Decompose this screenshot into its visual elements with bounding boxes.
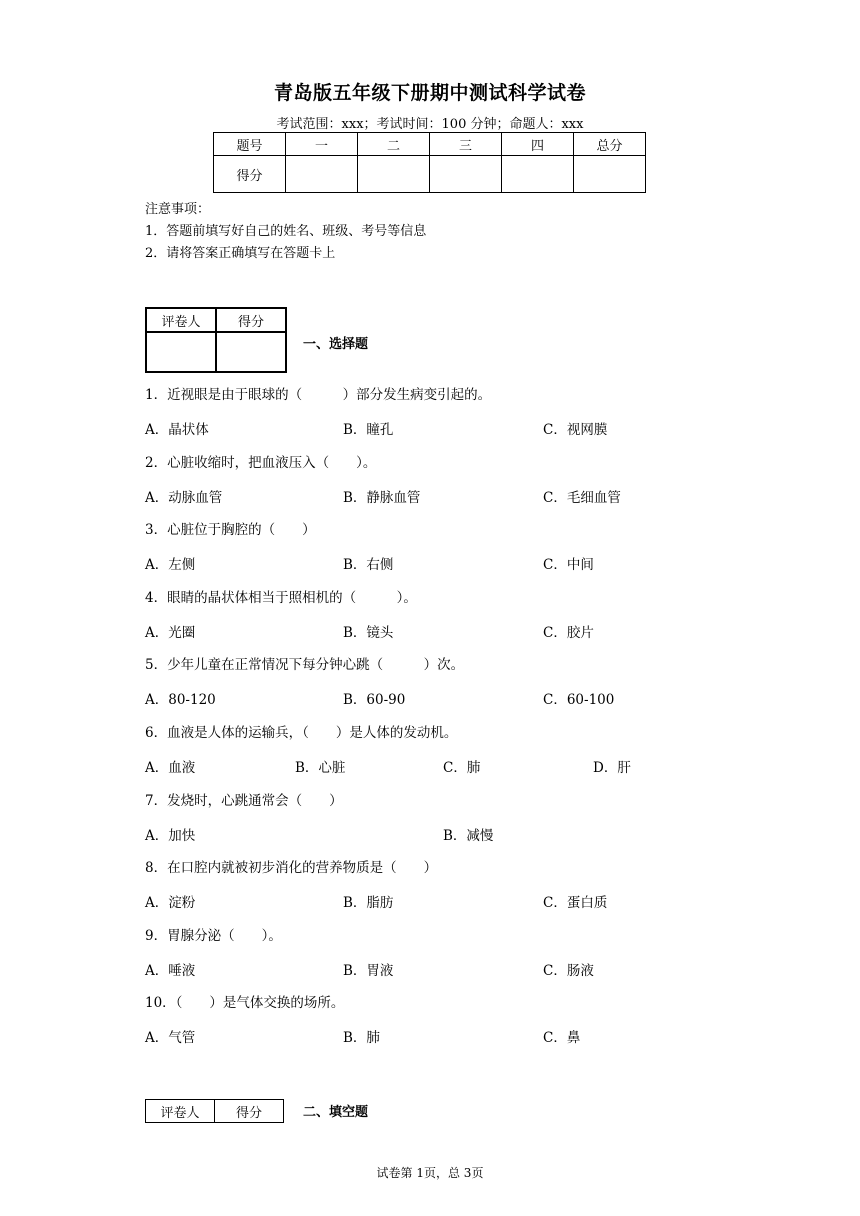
grader-reviewer-cell [146,332,216,372]
question-text: 8．在口腔内就被初步消化的营养物质是（ ） [145,860,438,877]
section2-title: 二、填空题 [303,1105,369,1120]
answer-option: A．光圈 [145,624,196,641]
grader-box-section2 [145,1099,284,1123]
question-text: 6．血液是人体的运输兵，（ ）是人体的发动机。 [145,725,458,741]
notes-heading: 注意事项： [145,202,211,217]
exam-subtitle: 考试范围：xxx；考试时间：100 分钟；命题人：xxx [276,117,584,132]
score-entry-cell [430,156,502,193]
answer-option: D．肝 [593,760,631,776]
answer-option: C．肺 [443,760,481,776]
answer-option: A．血液 [145,760,196,776]
note-item: 1．答题前填写好自己的姓名、班级、考号等信息 [145,224,427,239]
answer-option: C．胶片 [543,624,594,641]
score-table [213,132,646,193]
answer-option: A．左侧 [145,557,196,574]
answer-option: B．瞳孔 [343,422,394,438]
score-row-label: 得分 [214,156,286,193]
exam-title: 青岛版五年级下册期中测试科学试卷 [273,82,586,104]
score-entry-cell [286,156,358,193]
answer-option: B．右侧 [343,557,394,574]
answer-option: A．淀粉 [145,895,196,912]
answer-option: B．脂肪 [343,895,394,912]
score-header-cell: 四 [502,133,574,156]
question-text: 9．胃腺分泌（ ）。 [145,927,282,944]
answer-option: B．心脏 [295,760,346,776]
grader-reviewer-label: 评卷人 [146,308,216,332]
grader-box-section1 [145,307,287,373]
answer-option: B．60-90 [343,692,406,709]
answer-option: A．唾液 [145,962,196,979]
grader-reviewer-label: 评卷人 [146,1100,215,1123]
answer-option: C．鼻 [543,1030,581,1047]
answer-option: A．气管 [145,1030,196,1047]
score-header-cell: 一 [286,133,358,156]
question-text: 4．眼睛的晶状体相当于照相机的（ ）。 [145,589,417,606]
answer-option: A．80-120 [145,692,216,709]
answer-option: C．蛋白质 [543,895,608,912]
question-text: 3．心脏位于胸腔的（ ） [145,522,316,539]
grader-score-cell [216,332,286,372]
answer-option: C．毛细血管 [543,489,621,506]
answer-option: C．肠液 [543,962,594,979]
question-text: 1．近视眼是由于眼球的（ ）部分发生病变引起的。 [145,387,492,403]
grader-score-label: 得分 [215,1100,284,1123]
answer-option: C．视网膜 [543,422,608,438]
question-text: 7．发烧时，心跳通常会（ ） [145,792,343,809]
score-entry-cell [358,156,430,193]
score-header-cell: 总分 [574,133,646,156]
answer-option: A．加快 [145,827,196,844]
answer-option: B．镜头 [343,624,394,641]
answer-option: A．晶状体 [145,422,209,438]
question-text: 2．心脏收缩时，把血液压入（ ）。 [145,454,377,471]
answer-option: A．动脉血管 [145,489,223,506]
answer-option: B．静脉血管 [343,489,421,506]
score-header-cell: 题号 [214,133,286,156]
question-text: 5．少年儿童在正常情况下每分钟心跳（ ）次。 [145,657,465,674]
answer-option: B．胃液 [343,962,394,979]
grader-score-label: 得分 [216,308,286,332]
question-text: 10．（ ）是气体交换的场所。 [145,995,345,1012]
page-footer: 试卷第 1页，总 3页 [376,1166,484,1180]
note-item: 2．请将答案正确填写在答题卡上 [145,246,336,261]
answer-option: B．减慢 [443,827,494,844]
answer-option: C．60-100 [543,692,615,709]
score-header-cell: 三 [430,133,502,156]
score-header-cell: 二 [358,133,430,156]
answer-option: B．肺 [343,1030,380,1047]
score-entry-cell [502,156,574,193]
notes [145,199,426,265]
score-entry-cell [574,156,646,193]
answer-option: C．中间 [543,557,594,574]
section1-title: 一、选择题 [303,337,369,352]
